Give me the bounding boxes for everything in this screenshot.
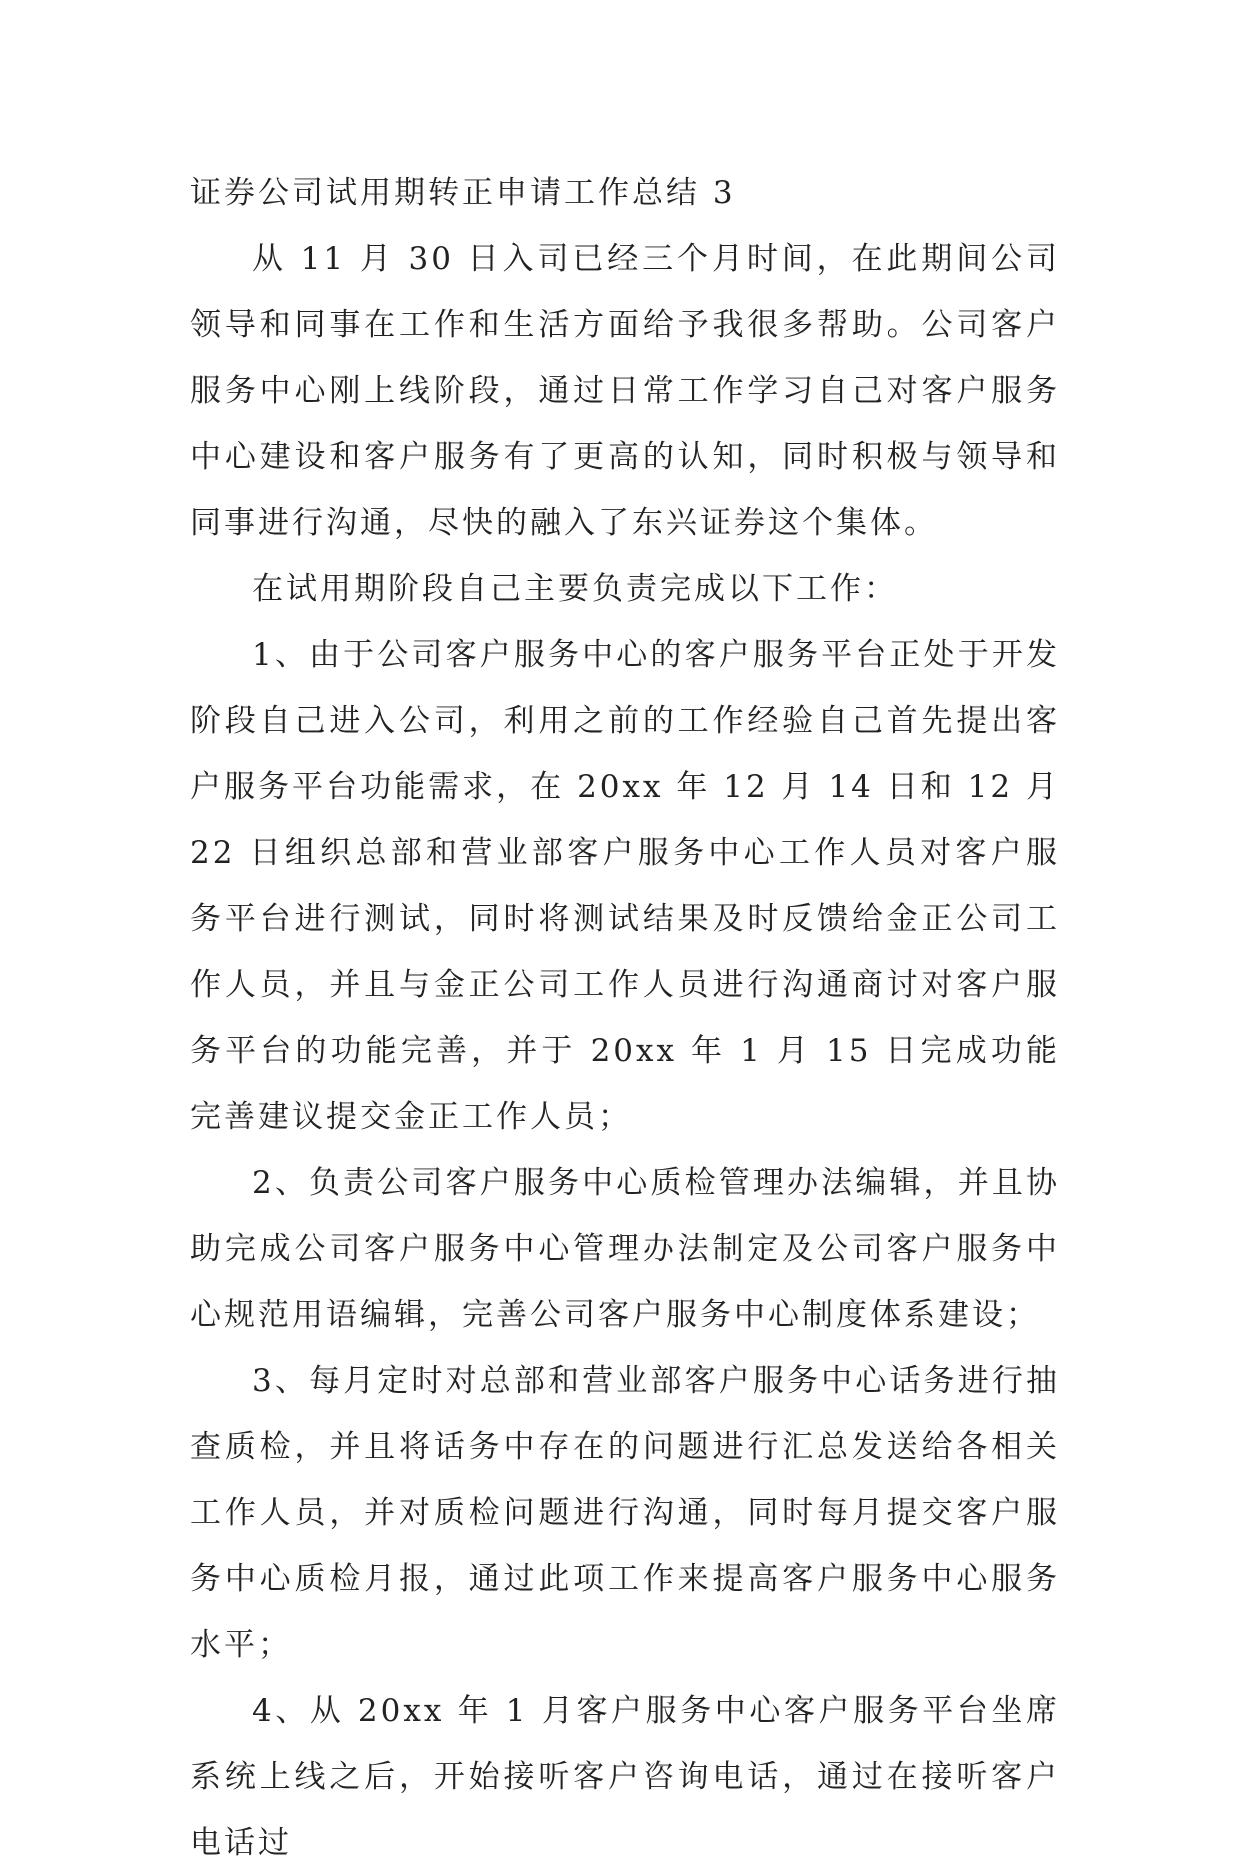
paragraph-work-overview: 在试用期阶段自己主要负责完成以下工作：: [252, 571, 898, 607]
paragraph-item-4: 4、从 20xx 年 1 月客户服务中心客户服务平台坐席系统上线之后，开始接听客户咨询电话，通过在接听客户电话过: [190, 1693, 1060, 1861]
paragraph-intro: 从 11 月 30 日入司已经三个月时间，在此期间公司领导和同事在工作和生活方面给予我很多帮助。公司客户服务中心刚上线阶段，通过日常工作学习自己对客户服务中心建设和客户服务有了更高的认知，同时积极与领导和同事进行沟通，尽快的融入了东兴证券这个集体。: [190, 241, 1060, 541]
document-title: 证券公司试用期转正申请工作总结 3: [190, 175, 736, 211]
paragraph-item-2: 2、负责公司客户服务中心质检管理办法编辑，并且协助完成公司客户服务中心管理办法制定及公司客户服务中心规范用语编辑，完善公司客户服务中心制度体系建设；: [190, 1165, 1060, 1333]
document-body: [190, 160, 1060, 1876]
paragraph-item-3: 3、每月定时对总部和营业部客户服务中心话务进行抽查质检，并且将话务中存在的问题进行汇总发送给各相关工作人员，并对质检问题进行沟通，同时每月提交客户服务中心质检月报，通过此项工作来提高客户服务中心服务水平；: [190, 1363, 1060, 1663]
paragraph-item-1: 1、由于公司客户服务中心的客户服务平台正处于开发阶段自己进入公司，利用之前的工作经验自己首先提出客户服务平台功能需求，在 20xx 年 12 月 14 日和 12 月 22 日组织总部和营业部客户服务中心工作人员对客户服务平台进行测试，同时将测试结果及时反馈给金正公司工作人员，并且与金正公司工作人员进行沟通商讨对客户服务平台的功能完善，并于 20xx 年 1 月 15 日完成功能完善建议提交金正工作人员；: [190, 637, 1060, 1135]
